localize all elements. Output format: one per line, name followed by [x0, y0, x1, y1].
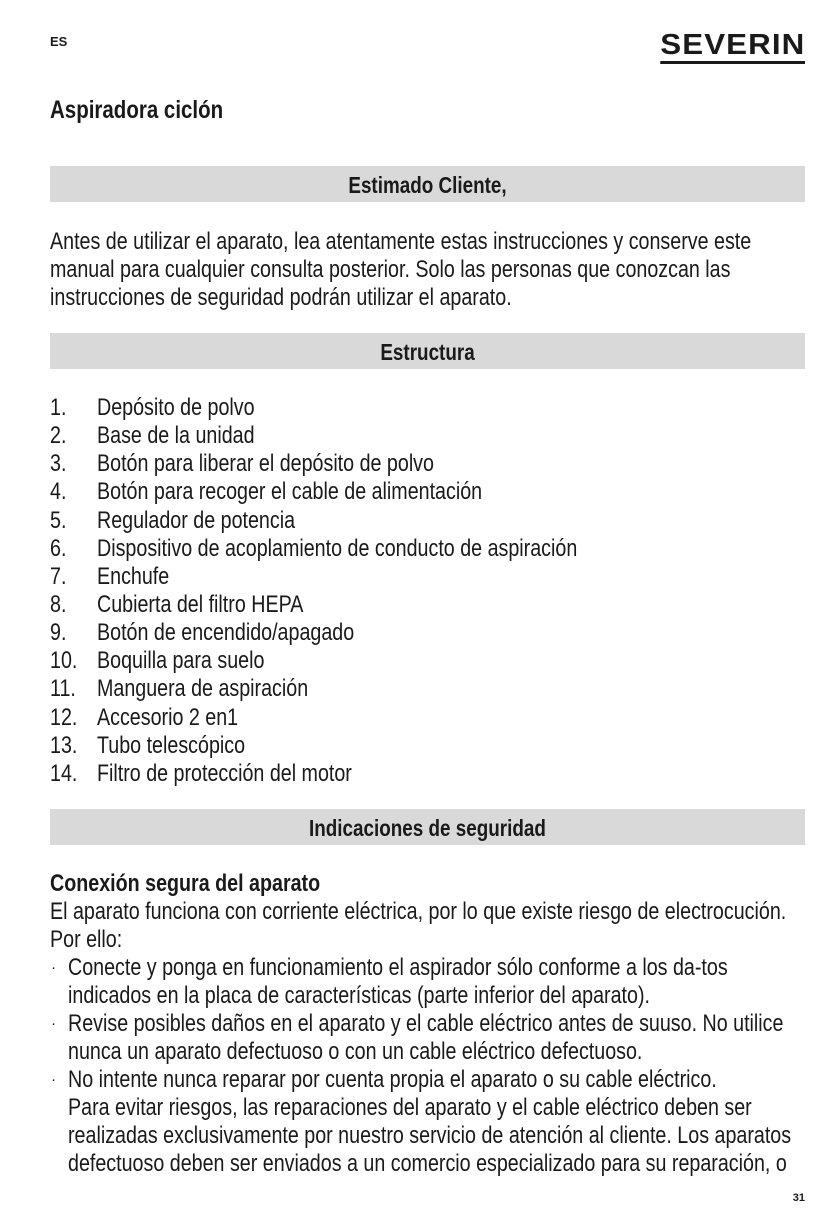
brand-logo: SEVERIN [660, 30, 805, 64]
page-title: Aspiradora ciclón [50, 96, 224, 124]
section-heading: Estimado Cliente, [348, 172, 507, 198]
section-band-greeting [50, 166, 805, 202]
bullet-item: · No intente nunca reparar por cuenta propia el aparato o su cable eléctrico. Para evitar riesgos, las reparaciones del aparato y el cable eléctrico deben ser realizadas exclusivamente por nuestro servicio de atención al cliente. Los aparatos defectuoso deben ser enviados a un comercio especializado para su reparación, o [51, 1066, 792, 1177]
bullet-icon: · [51, 1071, 56, 1088]
bullet-icon: · [51, 1015, 56, 1032]
section-band-structure [50, 333, 805, 369]
subsection-heading: Conexión segura del aparato [50, 870, 321, 897]
bullet-item: · Conecte y ponga en funcionamiento el aspirador sólo conforme a los da-tos indicados en la placa de características (parte inferior del aparato). [51, 954, 728, 1009]
section-band-safety [50, 809, 805, 845]
safety-bullets [50, 954, 839, 1178]
bullet-icon: · [51, 959, 56, 976]
intro-paragraph: Antes de utilizar el aparato, lea atentamente estas instrucciones y conserve este manual para cualquier consulta posterior. Solo las personas que conozcan las instrucciones de seguridad podrán utilizar el aparato. [50, 228, 752, 311]
page-number: 31 [792, 1192, 805, 1204]
section-heading: Estructura [380, 339, 475, 365]
safety-intro: El aparato funciona con corriente eléctrica, por lo que existe riesgo de electrocución. Por ello: [50, 898, 787, 953]
section-heading: Indicaciones de seguridad [309, 815, 546, 841]
bullet-item: · Revise posibles daños en el aparato y el cable eléctrico antes de suuso. No utilice nunca un aparato defectuoso o con un cable eléctrico defectuoso. [51, 1010, 784, 1065]
language-code: ES [50, 34, 68, 49]
